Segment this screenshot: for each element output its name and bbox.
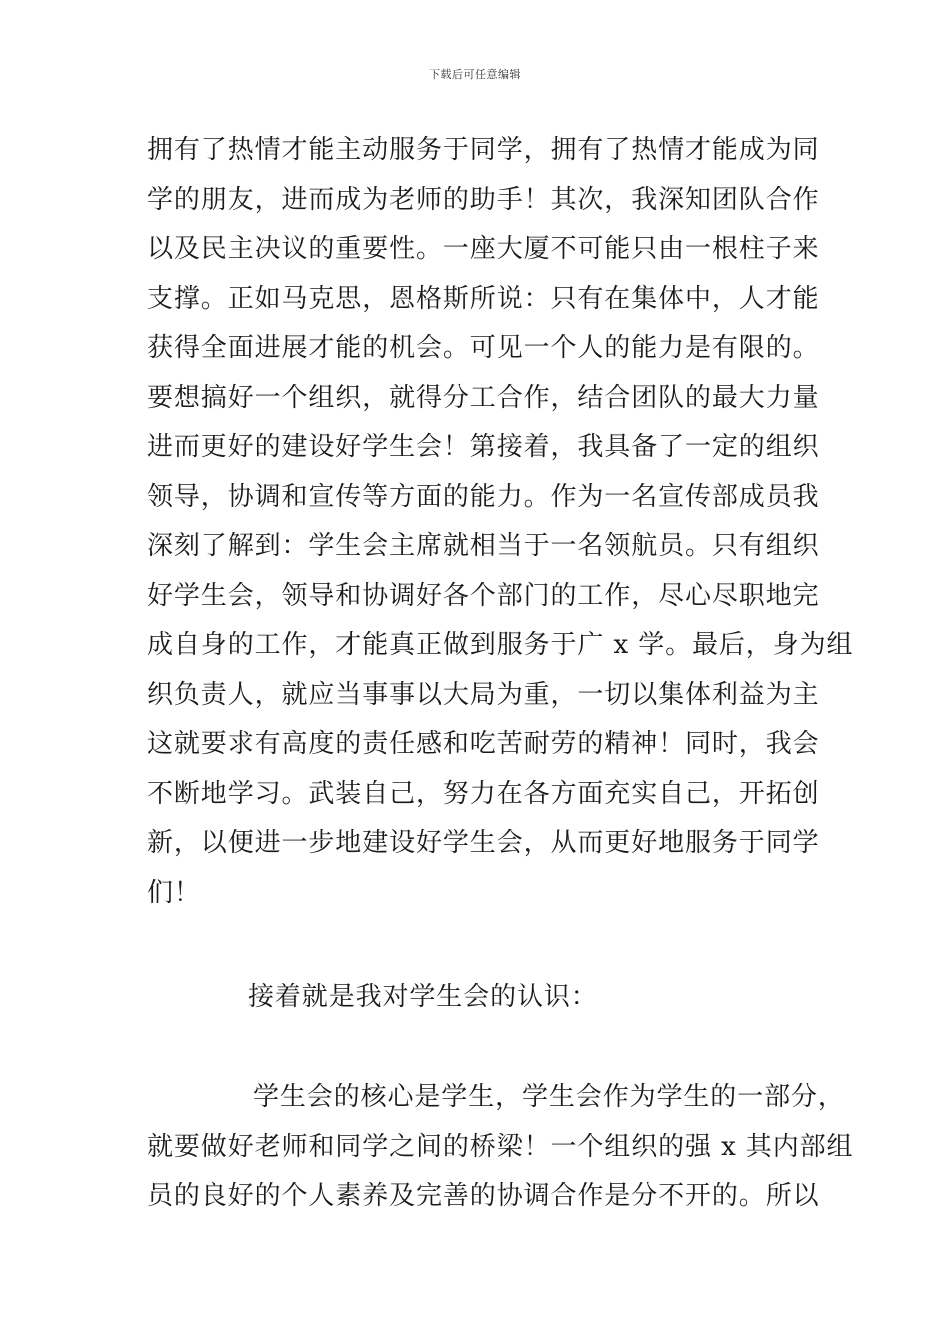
text-line: 这就要求有高度的责任感和吃苦耐劳的精神！同时，我会 xyxy=(147,729,820,759)
text-line: 学的朋友，进而成为老师的助手！其次，我深知团队合作 xyxy=(147,184,820,215)
text-line: 拥有了热情才能主动服务于同学，拥有了热情才能成为同 xyxy=(147,135,820,165)
header-note: 下载后可任意编辑 xyxy=(429,68,521,81)
text-line: 获得全面进展才能的机会。可见一个人的能力是有限的。 xyxy=(147,333,820,363)
text-line: 领导，协调和宣传等方面的能力。作为一名宣传部成员我 xyxy=(147,481,820,512)
text-line: 以及民主决议的重要性。一座大厦不可能只由一根柱子来 xyxy=(147,234,820,264)
text-line: 员的良好的个人素养及完善的协调合作是分不开的。所以 xyxy=(147,1181,820,1211)
paragraph-1 xyxy=(147,126,854,918)
paragraph-3 xyxy=(147,1073,854,1222)
text-line: 要想搞好一个组织，就得分工合作，结合团队的最大力量 xyxy=(147,382,820,413)
text-line: 新，以便进一步地建设好学生会，从而更好地服务于同学 xyxy=(147,828,820,858)
text-line: 就要做好老师和同学之间的桥梁！一个组织的强 x 其内部组 xyxy=(147,1131,854,1162)
text-line: 深刻了解到：学生会主席就相当于一名领航员。只有组织 xyxy=(147,531,820,561)
section-intro-line: 接着就是我对学生会的认识： xyxy=(248,982,598,1012)
text-line: 成自身的工作，才能真正做到服务于广 x 学。最后，身为组 xyxy=(147,630,854,660)
text-line: 织负责人，就应当事事以大局为重，一切以集体利益为主 xyxy=(147,679,820,710)
text-line: 们！ xyxy=(147,877,201,908)
text-line: 进而更好的建设好学生会！第接着，我具备了一定的组织 xyxy=(147,432,820,462)
text-line: 学生会的核心是学生，学生会作为学生的一部分， xyxy=(253,1082,845,1112)
text-line: 不断地学习。武装自己，努力在各方面充实自己，开拓创 xyxy=(147,778,820,809)
text-line: 好学生会，领导和协调好各个部门的工作，尽心尽职地完 xyxy=(147,580,820,611)
paragraph-2 xyxy=(147,973,827,1023)
text-line: 支撑。正如马克思，恩格斯所说：只有在集体中，人才能 xyxy=(147,283,820,314)
